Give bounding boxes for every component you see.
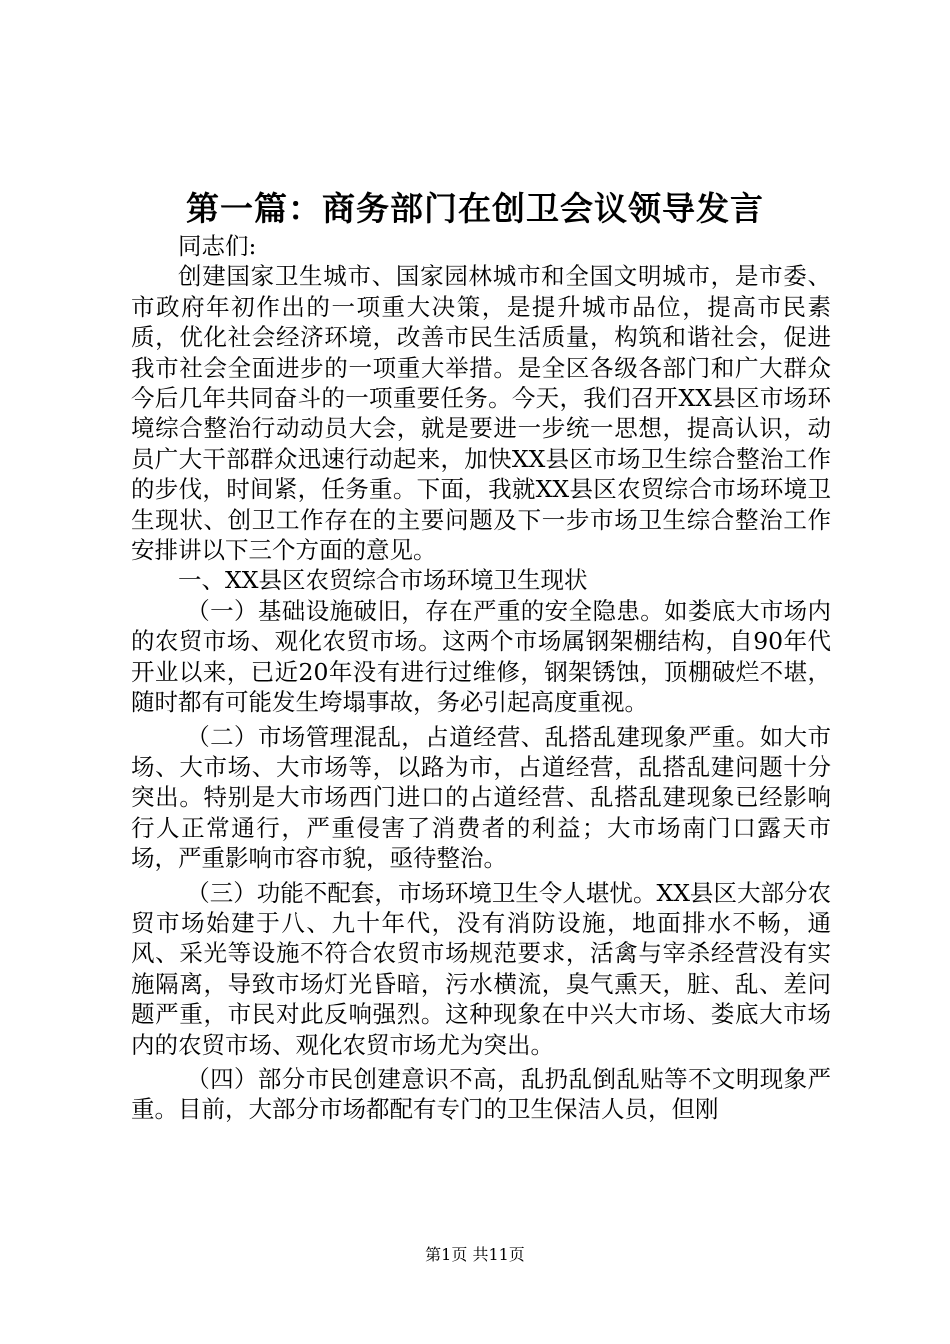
paragraph-item-3: （三）功能不配套，市场环境卫生令人堪忧。XX县区大部分农贸市场始建于八、九十年代，没有消防设施，地面排水不畅，通风、采光等设施不符合农贸市场规范要求，活禽与宰杀经营没有实施隔离，导致市场灯光昏暗，污水横流，臭气熏天，脏、乱、差问题严重，市民对此反响强烈。这种现象在中兴大市场、娄底大市场内的农贸市场、观化农贸市场尤为突出。: [131, 878, 831, 1059]
paragraph-intro: 创建国家卫生城市、国家园林城市和全国文明城市，是市委、市政府年初作出的一项重大决策，是提升城市品位，提高市民素质，优化社会经济环境，改善市民生活质量，构筑和谐社会，促进我市社会全面进步的一项重大举措。是全区各级各部门和广大群众今后几年共同奋斗的一项重要任务。今天，我们召开XX县区市场环境综合整治行动动员大会，就是要进一步统一思想，提高认识，动员广大干部群众迅速行动起来，加快XX县区市场卫生综合整治工作的步伐，时间紧，任务重。下面，我就XX县区农贸综合市场环境卫生现状、创卫工作存在的主要问题及下一步市场卫生综合整治工作安排讲以下三个方面的意见。: [131, 262, 831, 565]
document-body: [131, 231, 831, 1125]
document-title: 第一篇：商务部门在创卫会议领导发言: [186, 189, 764, 228]
section-heading-1: 一、XX县区农贸综合市场环境卫生现状: [178, 566, 588, 595]
paragraph-item-2: （二）市场管理混乱，占道经营、乱搭乱建现象严重。如大市场、大市场、大市场等，以路为市，占道经营，乱搭乱建问题十分突出。特别是大市场西门进口的占道经营、乱搭乱建现象已经影响行人正常通行，严重侵害了消费者的利益；大市场南门口露天市场，严重影响市容市貌，亟待整治。: [131, 722, 831, 873]
paragraph-item-1: （一）基础设施破旧，存在严重的安全隐患。如娄底大市场内的农贸市场、观化农贸市场。这两个市场属钢架棚结构，自90年代开业以来，已近20年没有进行过维修，钢架锈蚀，顶棚破烂不堪，随时都有可能发生垮塌事故，务必引起高度重视。: [131, 596, 831, 717]
page-footer: [0, 1245, 950, 1265]
salutation: 同志们:: [178, 232, 257, 260]
paragraph-item-4: （四）部分市民创建意识不高，乱扔乱倒乱贴等不文明现象严重。目前，大部分市场都配有专门的卫生保洁人员，但刚: [131, 1064, 831, 1124]
page-indicator: 第1页 共11页: [425, 1245, 525, 1264]
